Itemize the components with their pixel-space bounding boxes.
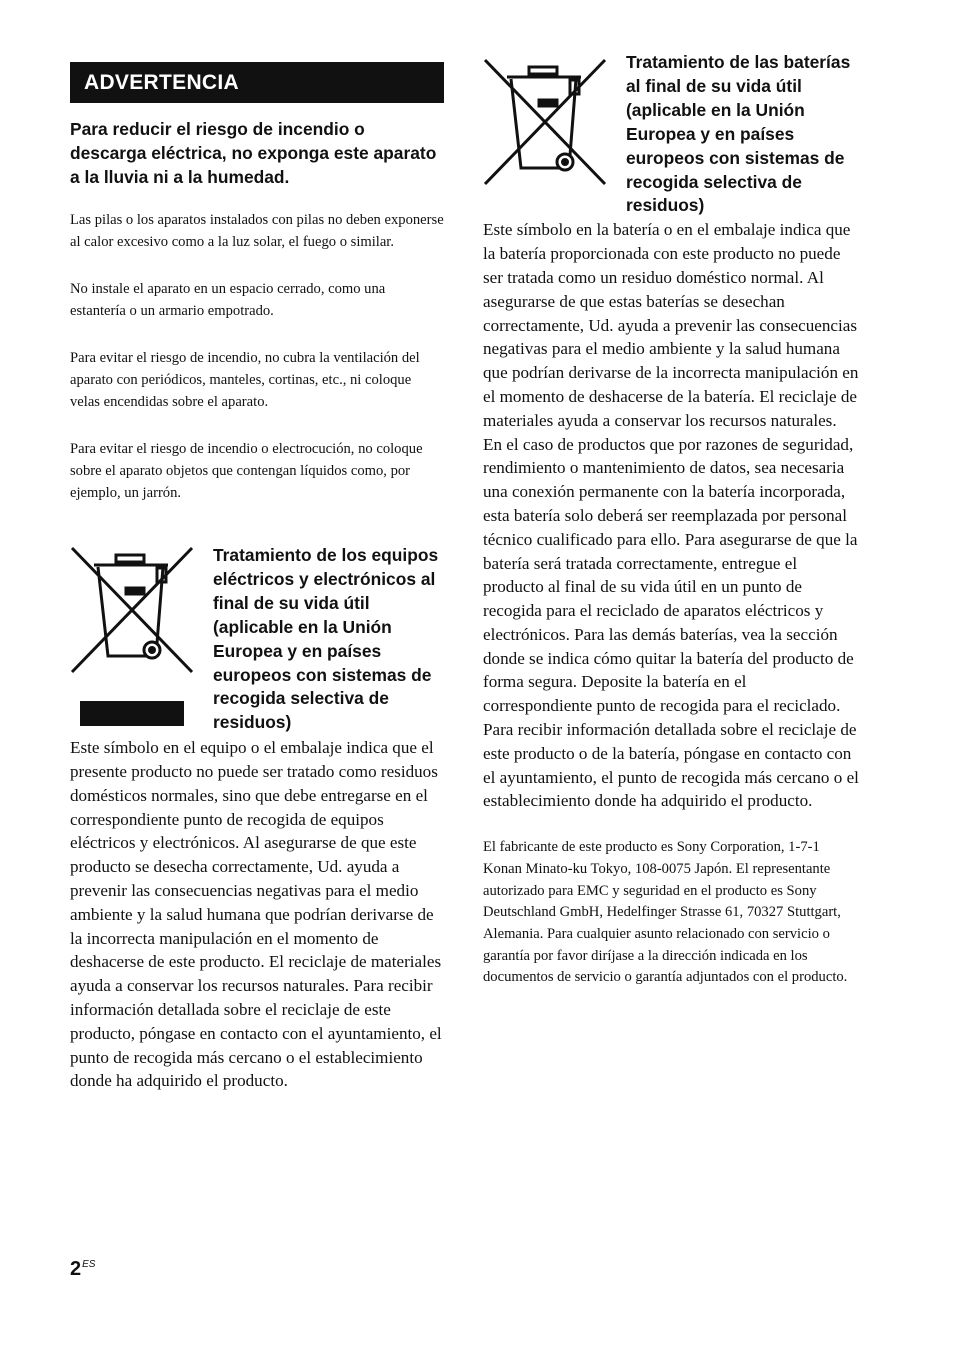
battery-body: Este símbolo en la batería o en el embalaje indica que la batería proporcionada con este producto no puede ser tratada como un residuo doméstico normal. Al asegurarse de que estas baterías se desechan correctamente, Ud. ayuda a prevenir las consecuencias negativas para el medio ambiente y la salud humana que podrían derivarse de la incorrecta manipulación en el momento de deshacerse de la batería. El reciclaje de materiales ayuda a conservar los recursos naturales. En el caso de productos que por razones de seguridad, rendimiento o mantenimiento de datos, sea necesaria una conexión permanente con la batería incorporada, esta batería solo deberá ser reemplazada por personal técnico cualificado para ello. Para asegurarse de que la batería será tratada correctamente, entregue el producto al final de su vida útil en un punto de recogida para el reciclado de aparatos eléctricos y electrónicos. Para las demás baterías, vea la sección donde se indica cómo quitar la batería del producto de forma segura. Deposite la batería en el correspondiente punto de recogida para el reciclado. Para recibir información detallada sobre el reciclaje de este producto o de la batería, póngase en contacto con el ayuntamiento, el punto de recogida más cercano o el establecimiento donde ha adquirido el producto.	[483, 220, 859, 811]
battery-title: Tratamiento de las baterías al final de su vida útil (aplicable en la Unión Europea y en países europeos con sistemas de recogida selectiva de residuos)	[626, 52, 851, 216]
right-column	[483, 50, 859, 989]
battery-symbol	[483, 50, 626, 195]
advertencia-heading: ADVERTENCIA	[70, 62, 444, 103]
note-ventilation: Para evitar el riesgo de incendio, no cubra la ventilación del aparato con periódicos, manteles, cortinas, etc., ni coloque velas encendidas sobre el aparato.	[70, 350, 420, 410]
weee-symbol	[70, 544, 213, 734]
black-bar-mark	[80, 701, 184, 726]
manufacturer-info: El fabricante de este producto es Sony Corporation, 1-7-1 Konan Minato-ku Tokyo, 108-0075 Japón. El representante autorizado para EMC y seguridad en el producto es Sony Deutschland GmbH, Hedelfinger Strasse 61, 70327 Stuttgart, Alemania. Para cualquier asunto relacionado con servicio o garantía por favor diríjase a la dirección indicada en los documentos de servicio o garantía adjuntados con el producto.	[483, 839, 848, 986]
page-number: $2^{ES}$	[70, 1258, 96, 1280]
crossed-out-wheelie-bin-icon	[483, 58, 607, 186]
note-batteries-heat: Las pilas o los aparatos instalados con pilas no deben exponerse al calor excesivo como a la luz solar, el fuego o similar.	[70, 212, 444, 250]
left-column	[70, 62, 444, 1093]
weee-section	[70, 544, 444, 1093]
weee-title: Tratamiento de los equipos eléctricos y electrónicos al final de su vida útil (aplicable en la Unión Europea y en países europeos con sistemas de recogida selectiva de residuos)	[213, 545, 439, 733]
language-suffix: ES	[82, 1259, 96, 1270]
warning-statement: Para reducir el riesgo de incendio o descarga eléctrica, no exponga este aparato a la lluvia ni a la humedad.	[70, 119, 437, 187]
note-enclosed-space: No instale el aparato en un espacio cerrado, como una estantería o un armario empotrado.	[70, 281, 386, 319]
weee-body: Este símbolo en el equipo o el embalaje indica que el presente producto no puede ser tratado como residuos domésticos normales, sino que debe entregarse en el correspondiente punto de recogida de equipos eléctricos y electrónicos. Al asegurarse de que este producto se desecha correctamente, Ud. ayuda a prevenir las consecuencias negativas para el medio ambiente y la salud humana que podrían derivarse de la incorrecta manipulación en el momento de deshacerse de este producto. El reciclaje de materiales ayuda a conservar los recursos naturales. Para recibir información detallada sobre el reciclaje de este producto, póngase en contacto con el ayuntamiento, el punto de recogida más cercano o el establecimiento donde ha adquirido el producto.	[70, 738, 442, 1091]
crossed-out-wheelie-bin-icon	[70, 546, 194, 676]
note-liquids: Para evitar el riesgo de incendio o electrocución, no coloque sobre el aparato objetos que contengan líquidos como, por ejemplo, un jarrón.	[70, 441, 423, 501]
